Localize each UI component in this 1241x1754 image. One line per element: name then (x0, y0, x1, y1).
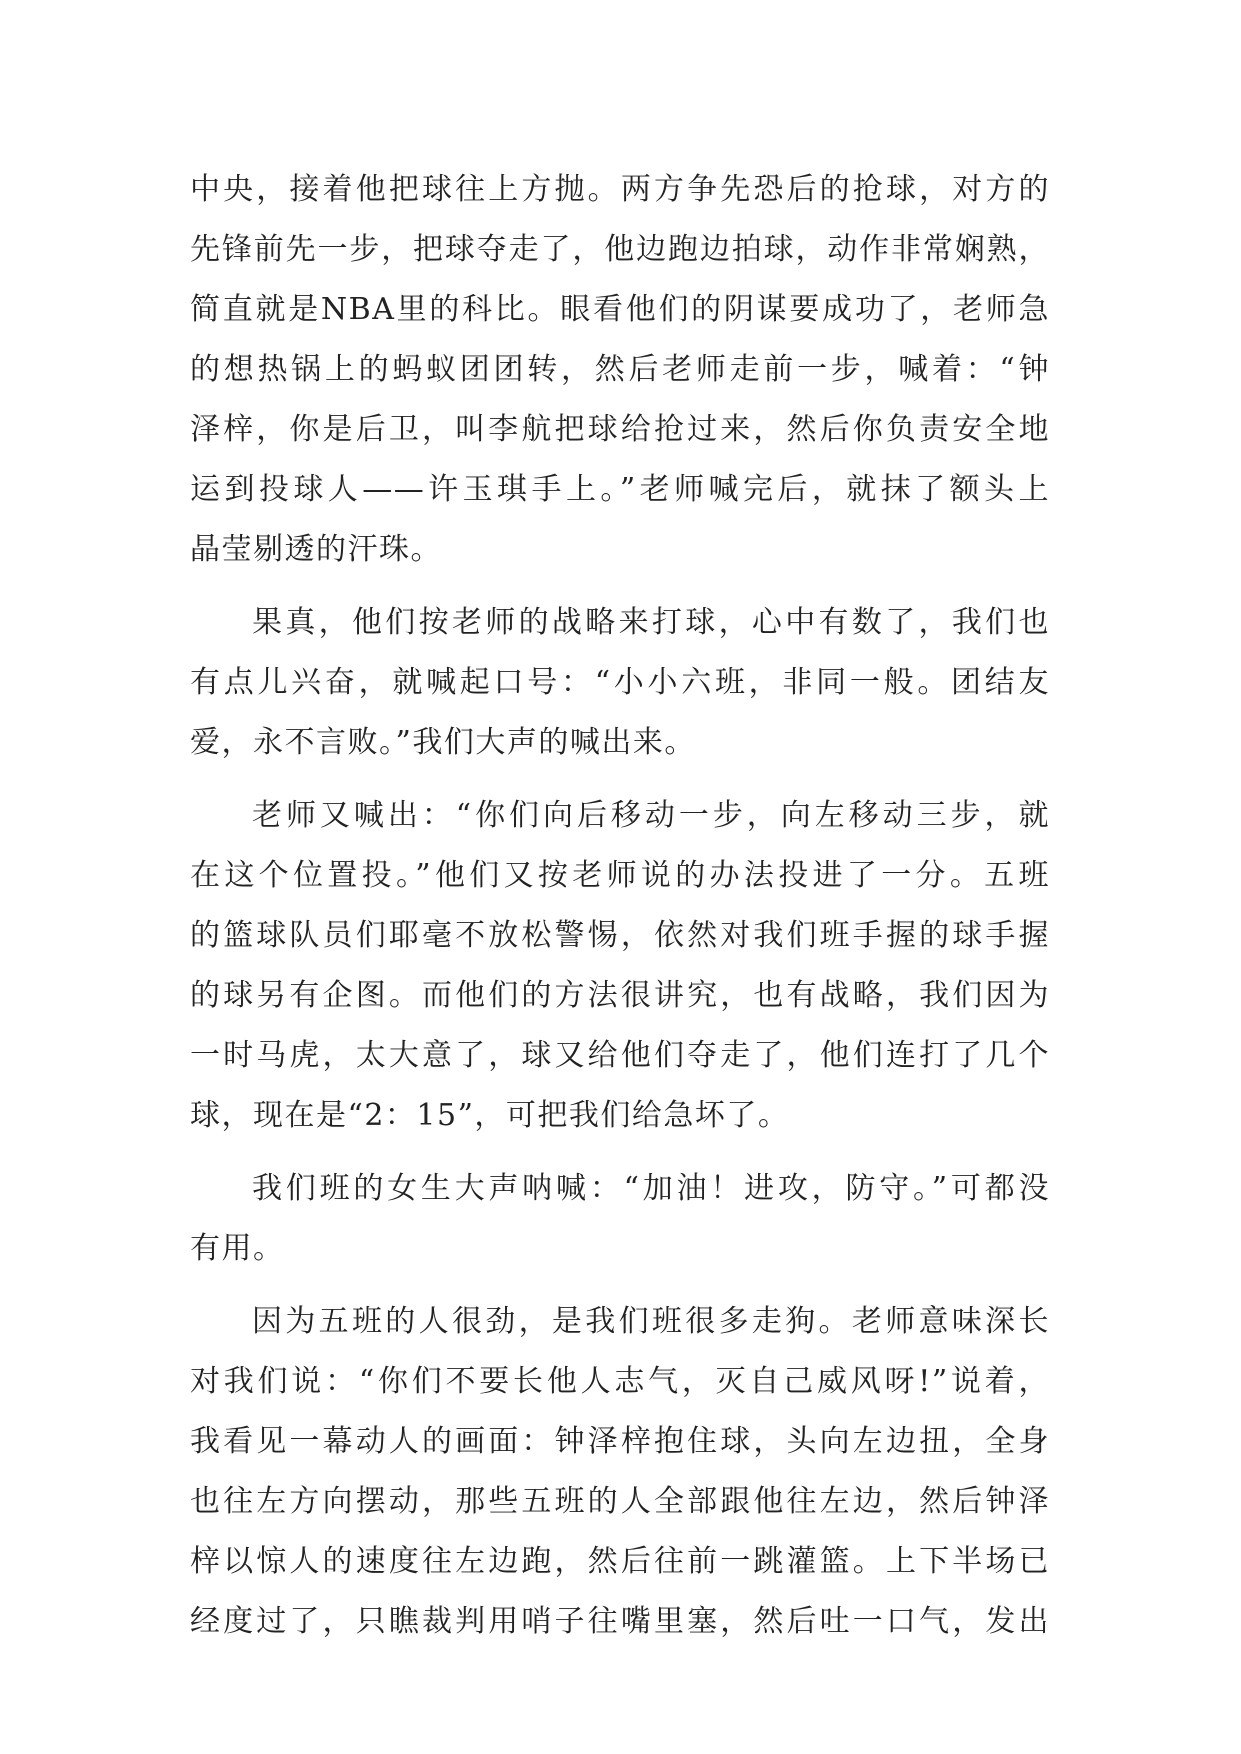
text-line: 球，现在是“2：15”，可把我们给急坏了。 (190, 1098, 790, 1133)
text-line: 因为五班的人很劲，是我们班很多走狗。老师意味深长 (252, 1304, 1050, 1339)
text-line: 经度过了，只瞧裁判用哨子往嘴里塞，然后吐一口气，发出 (190, 1604, 1050, 1639)
text-line: 的想热锅上的蚂蚁团团转，然后老师走前一步，喊着：“钟 (190, 352, 1050, 387)
text-line: 的球另有企图。而他们的方法很讲究，也有战略，我们因为 (190, 978, 1050, 1013)
paragraph (190, 786, 1050, 1146)
text-line: 在这个位置投。”他们又按老师说的办法投进了一分。五班 (190, 858, 1050, 893)
text-line: 果真，他们按老师的战略来打球，心中有数了，我们也 (252, 605, 1050, 640)
text-line: 运到投球人——许玉琪手上。”老师喊完后，就抹了额头上 (190, 472, 1050, 507)
text-line: 晶莹剔透的汗珠。 (190, 532, 442, 567)
text-line: 一时马虎，太大意了，球又给他们夺走了，他们连打了几个 (190, 1038, 1050, 1073)
text-line: 泽梓，你是后卫，叫李航把球给抢过来，然后你负责安全地 (190, 412, 1050, 447)
text-line: 老师又喊出：“你们向后移动一步，向左移动三步，就 (252, 798, 1050, 833)
paragraph (190, 593, 1050, 773)
text-line: 有用。 (190, 1231, 285, 1266)
text-line: 中央，接着他把球往上方抛。两方争先恐后的抢球，对方的 (190, 172, 1050, 207)
text-line: 爱，永不言败。”我们大声的喊出来。 (190, 725, 696, 760)
document-body (190, 160, 1050, 1652)
text-line: 简直就是NBA里的科比。眼看他们的阴谋要成功了，老师急 (190, 292, 1050, 327)
text-line: 先锋前先一步，把球夺走了，他边跑边拍球，动作非常娴熟， (190, 232, 1050, 267)
paragraph (190, 160, 1050, 580)
text-line: 对我们说：“你们不要长他人志气，灭自己威风呀!”说着， (190, 1364, 1050, 1399)
text-line: 有点儿兴奋，就喊起口号：“小小六班，非同一般。团结友 (190, 665, 1050, 700)
paragraph (190, 1292, 1050, 1652)
text-line: 我们班的女生大声呐喊：“加油！进攻，防守。”可都没 (252, 1171, 1050, 1206)
paragraph (190, 1159, 1050, 1279)
text-line: 的篮球队员们耶毫不放松警惕，依然对我们班手握的球手握 (190, 918, 1050, 953)
text-line: 梓以惊人的速度往左边跑，然后往前一跳灌篮。上下半场已 (190, 1544, 1050, 1579)
text-line: 也往左方向摆动，那些五班的人全部跟他往左边，然后钟泽 (190, 1484, 1050, 1519)
text-line: 我看见一幕动人的画面：钟泽梓抱住球，头向左边扭，全身 (190, 1424, 1050, 1459)
